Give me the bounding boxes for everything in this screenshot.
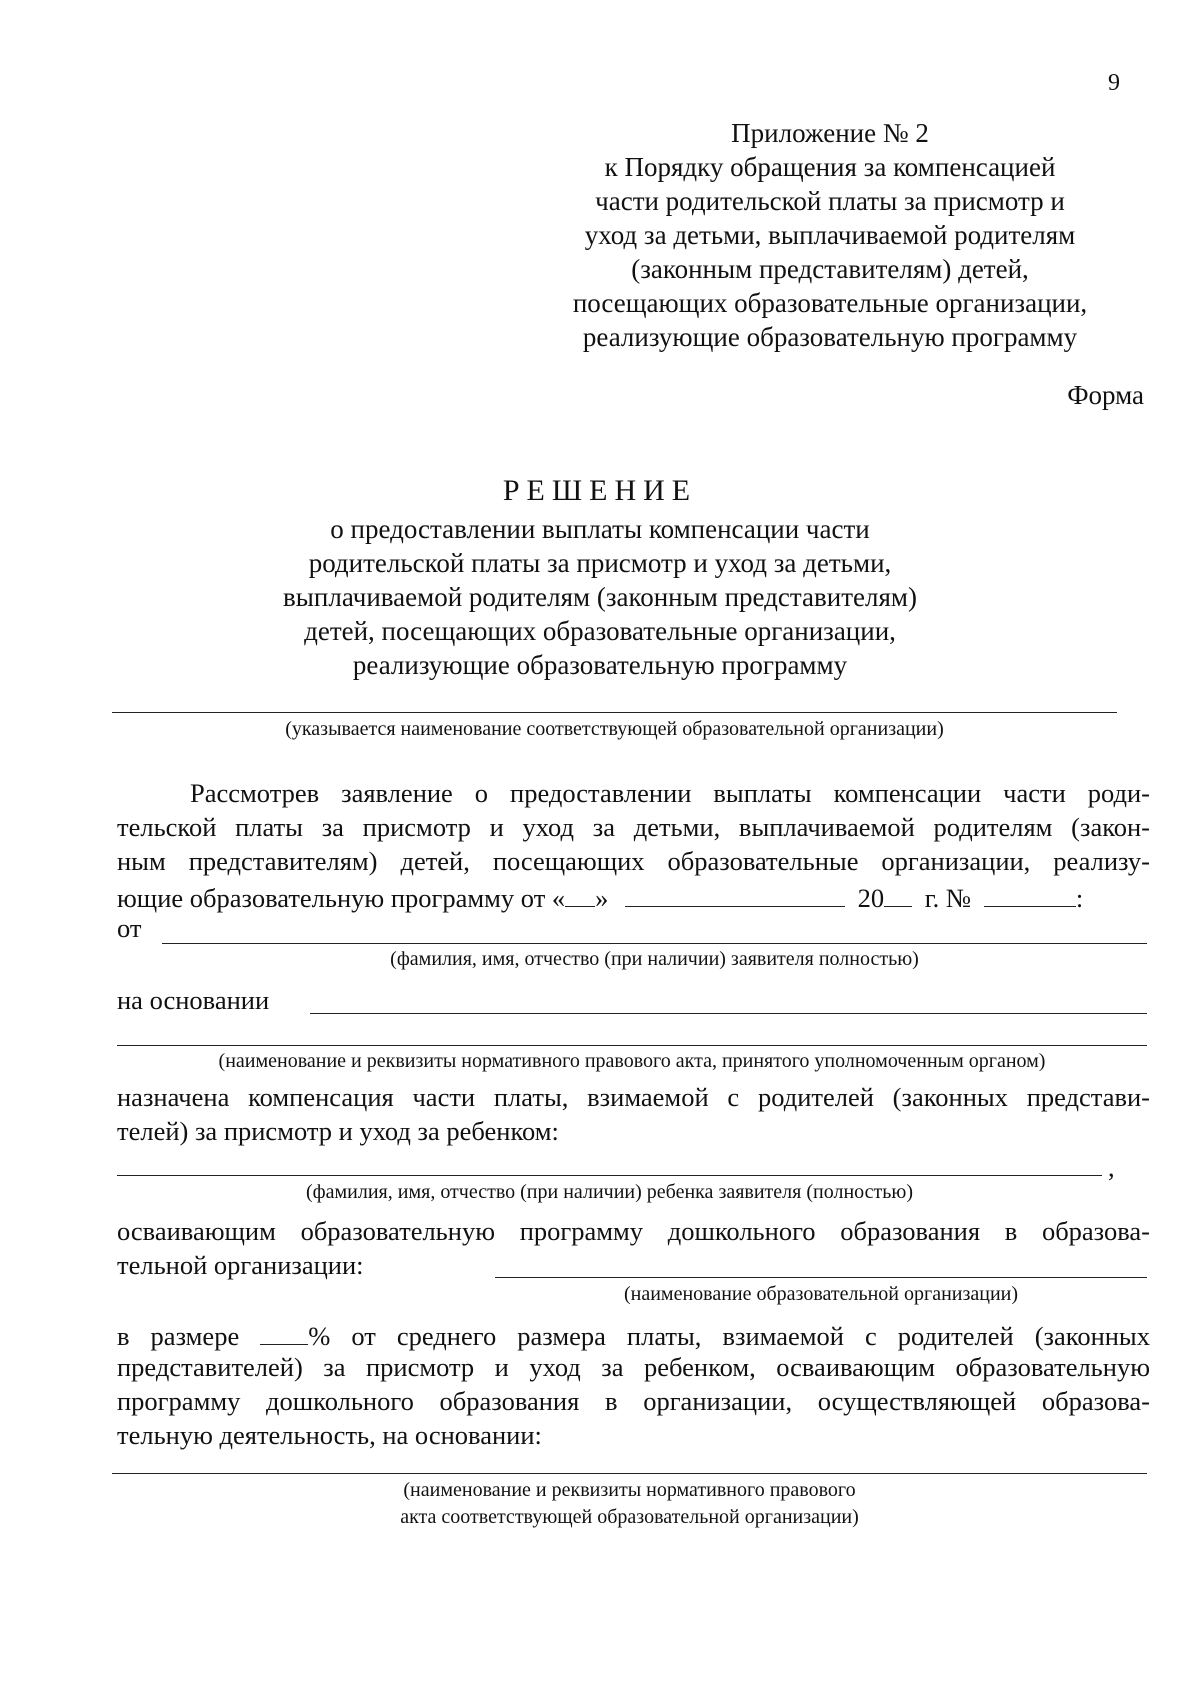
child-field[interactable] [117,1175,1102,1176]
document-title: РЕШЕНИЕ [502,474,698,507]
basis-field-continued[interactable] [117,1045,1147,1046]
form-label: Форма [1067,380,1144,410]
body-line: программу дошкольного образования в организации, осуществляющей образова- [117,1386,1150,1416]
percent-field[interactable] [260,1318,308,1345]
appendix-line: уход за детьми, выплачиваемой родителям [584,220,1076,250]
child-caption: (фамилия, имя, отчество (при наличии) ребенка заявителя (полностью) [306,1181,913,1203]
year-prefix: 20 [857,883,885,913]
edu-org-caption: (наименование образовательной организации) [623,1283,1019,1305]
page-number: 9 [1108,70,1120,96]
edu-org-field[interactable] [495,1277,1147,1278]
org-act-field[interactable] [112,1473,1147,1474]
year-suffix-number: г. № [924,883,972,913]
application-number-field[interactable] [984,880,1076,907]
month-field[interactable] [625,880,845,907]
applicant-field[interactable] [162,943,1147,944]
day-field[interactable] [565,880,595,907]
year-field[interactable] [884,880,912,907]
body-line: Рассмотрев заявление о предоставлении выплаты компенсации части роди- [190,778,1150,808]
colon: : [1075,883,1084,913]
body-line: представителей) за присмотр и уход за ребенком, осваивающим образовательную [117,1352,1150,1382]
subtitle-line: о предоставлении выплаты компенсации части [330,514,870,544]
body-line: тельской платы за присмотр и уход за детьми, выплачиваемой родителям (закон- [117,812,1150,842]
subtitle-line: реализующие образовательную программу [352,650,848,680]
child-comma: , [1108,1152,1115,1182]
date-close-quote: » [595,883,609,913]
appendix-line: посещающих образовательные организации, [572,288,1088,318]
amount-prefix: в размере [117,1321,240,1351]
basis-field[interactable] [310,1013,1147,1014]
org-name-field[interactable] [112,712,1117,713]
date-prefix: ющие образовательную программу от « [117,883,566,913]
body-line: тельной организации: [117,1250,364,1280]
appendix-line: реализующие образовательную программу [582,322,1078,352]
amount-line [117,1318,1150,1352]
appendix-line: к Порядку обращения за компенсацией [604,152,1056,182]
from-label: от [117,913,142,943]
subtitle-line: родительской платы за присмотр и уход за детьми, [308,548,892,578]
appendix-line: части родительской платы за присмотр и [595,186,1065,216]
basis-label: на основании [117,985,270,1015]
appendix-line: Приложение № 2 [731,118,929,148]
legal-act-caption: (наименование и реквизиты нормативного правового акта, принятого уполномоченным органом) [218,1050,1046,1072]
body-line: тельную деятельность, на основании: [117,1420,542,1450]
appendix-line: (законным представителям) детей, [631,254,1029,284]
org-act-caption-line: акта соответствующей образовательной организации) [400,1506,859,1528]
body-line: назначена компенсация части платы, взимаемой с родителей (законных представи- [117,1082,1150,1112]
subtitle-line: детей, посещающих образовательные организации, [304,616,896,646]
body-line: ным представителям) детей, посещающих образовательные организации, реализу- [117,846,1150,876]
body-line: осваивающим образовательную программу дошкольного образования в образова- [117,1216,1150,1246]
body-line: телей) за присмотр и уход за ребенком: [117,1116,559,1146]
org-name-caption: (указывается наименование соответствующей образовательной организации) [285,718,944,740]
applicant-caption: (фамилия, имя, отчество (при наличии) заявителя полностью) [390,948,919,970]
subtitle-line: выплачиваемой родителям (законным представителям) [283,582,917,612]
org-act-caption-line: (наименование и реквизиты нормативного правового [403,1479,856,1501]
appendix-block [540,116,1120,354]
document-subtitle [200,512,1000,682]
application-date-line [117,880,1083,914]
amount-rest: % от среднего размера платы, взимаемой с родителей (законных [308,1321,1150,1351]
